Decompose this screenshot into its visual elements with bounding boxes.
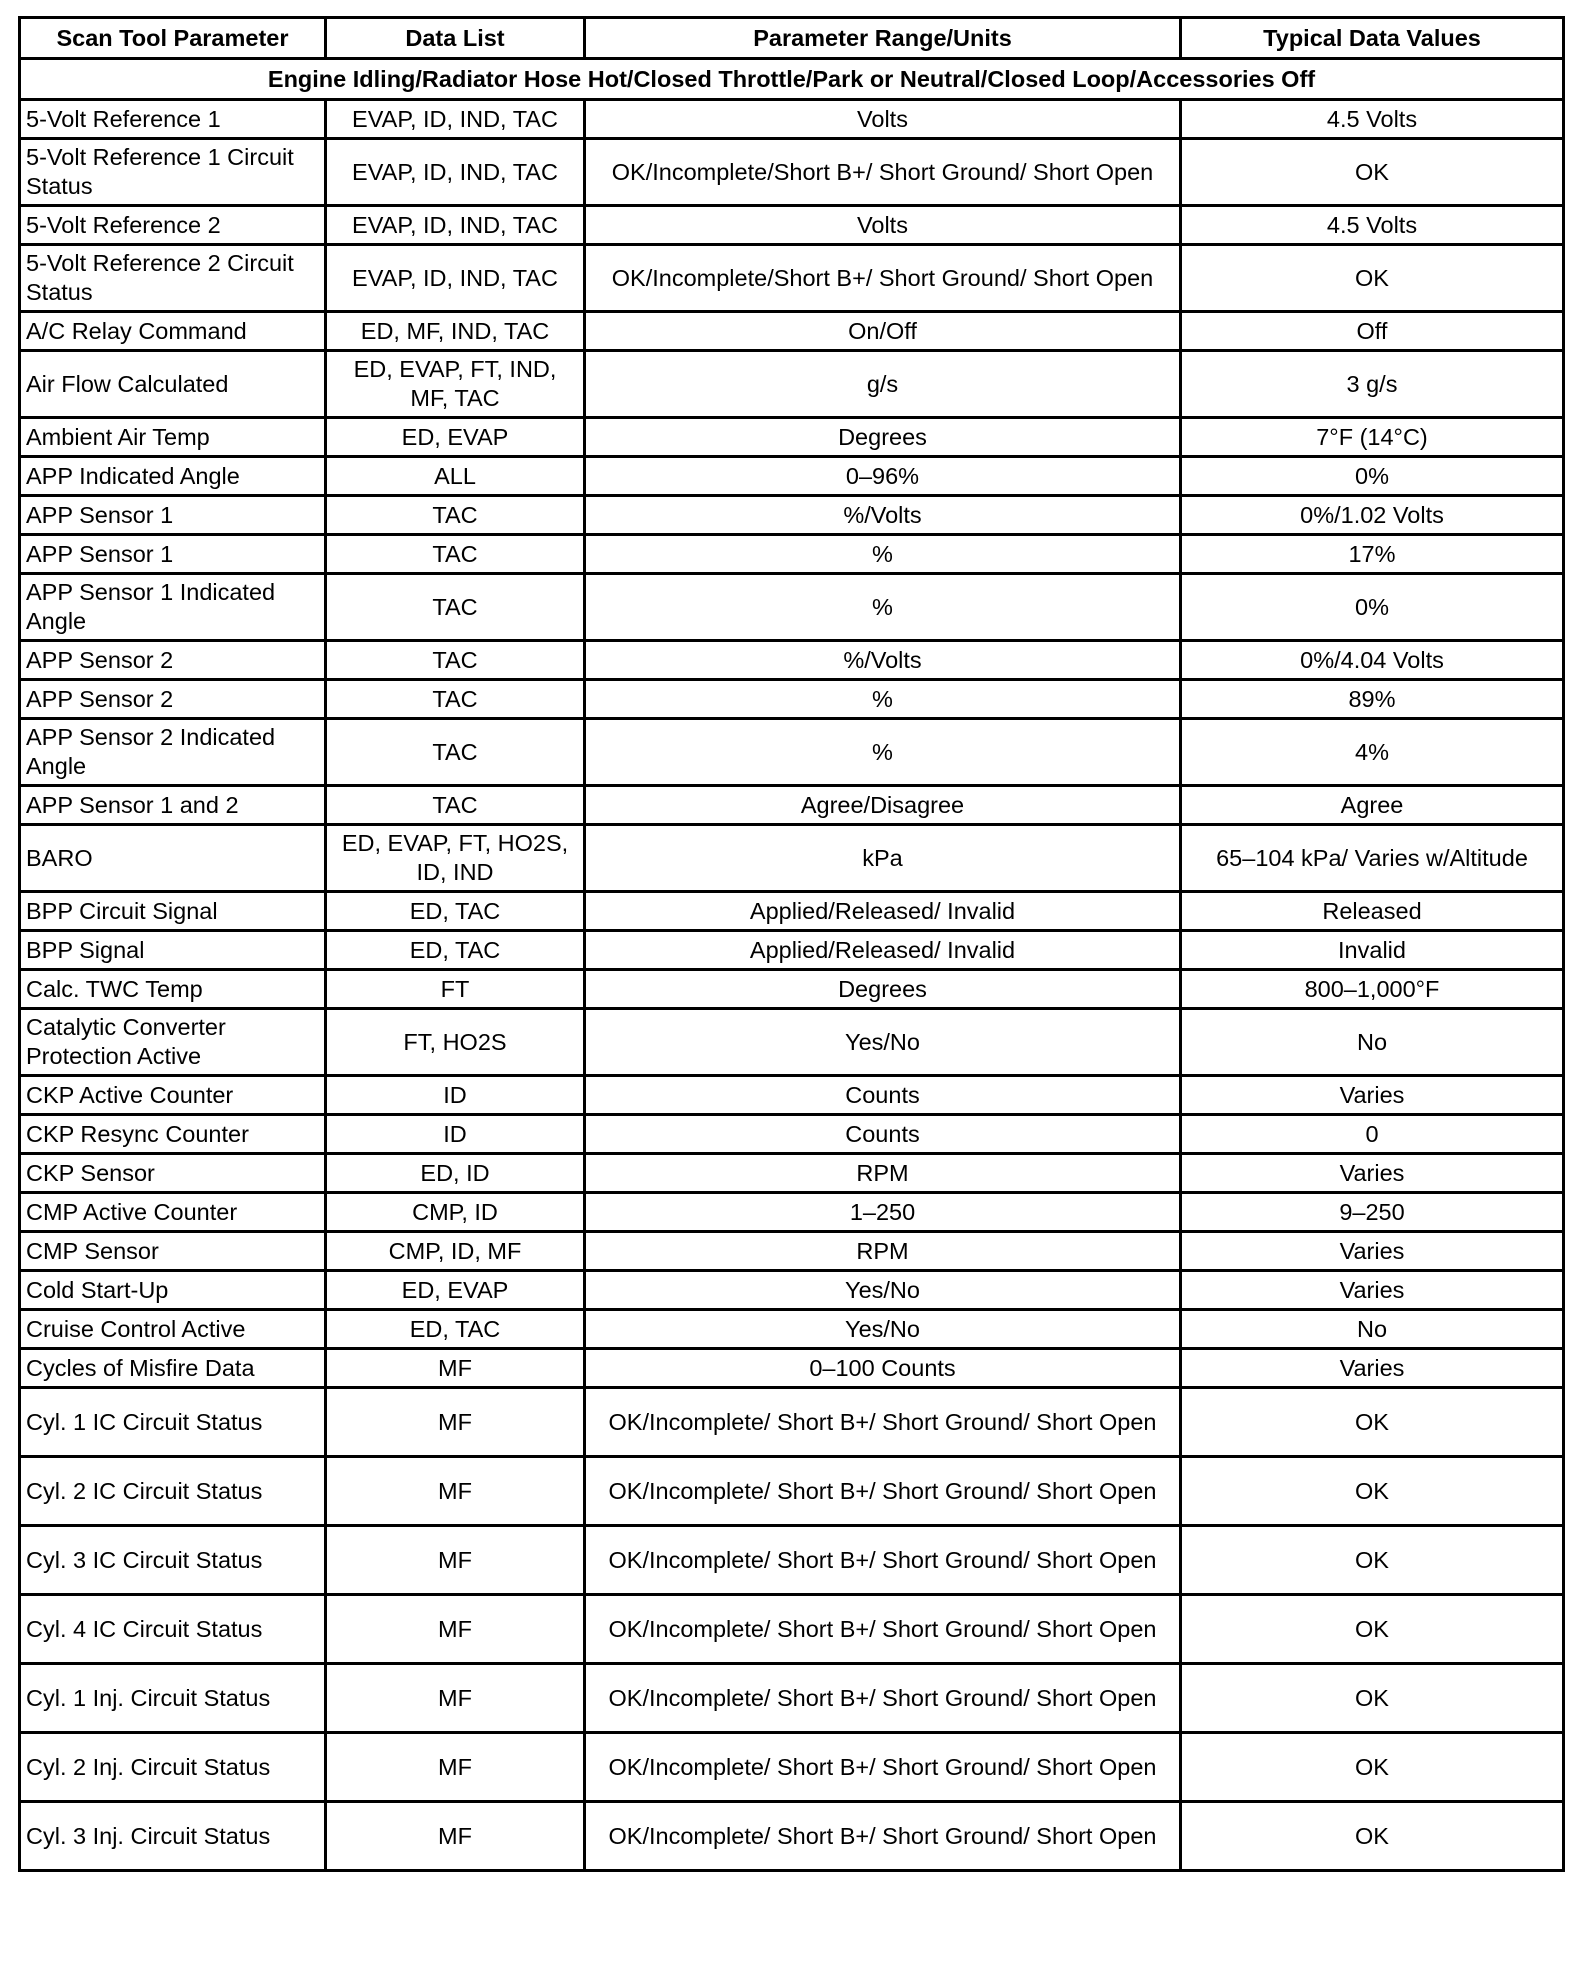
parameter-cell: APP Indicated Angle [20, 457, 326, 496]
data-list-cell: MF [326, 1802, 585, 1871]
table-row [20, 139, 1564, 206]
typical-value-cell: OK [1181, 1664, 1564, 1733]
data-list-cell: MF [326, 1664, 585, 1733]
parameter-cell: APP Sensor 2 [20, 641, 326, 680]
data-list-cell: TAC [326, 535, 585, 574]
table-row [20, 970, 1564, 1009]
table-row [20, 206, 1564, 245]
typical-value-cell: OK [1181, 1457, 1564, 1526]
range-units-cell: % [585, 535, 1181, 574]
data-list-cell: TAC [326, 719, 585, 786]
table-row [20, 1664, 1564, 1733]
range-units-cell: Counts [585, 1076, 1181, 1115]
table-row [20, 1526, 1564, 1595]
typical-value-cell: Varies [1181, 1232, 1564, 1271]
typical-value-cell: 65–104 kPa/ Varies w/Altitude [1181, 825, 1564, 892]
parameter-cell: Cyl. 3 IC Circuit Status [20, 1526, 326, 1595]
range-units-cell: OK/Incomplete/Short B+/ Short Ground/ Short Open [585, 245, 1181, 312]
typical-value-cell: 0% [1181, 457, 1564, 496]
table-row [20, 457, 1564, 496]
table-row [20, 1733, 1564, 1802]
range-units-cell: OK/Incomplete/ Short B+/ Short Ground/ Short Open [585, 1664, 1181, 1733]
range-units-cell: OK/Incomplete/ Short B+/ Short Ground/ Short Open [585, 1457, 1181, 1526]
range-units-cell: % [585, 574, 1181, 641]
range-units-cell: OK/Incomplete/ Short B+/ Short Ground/ Short Open [585, 1802, 1181, 1871]
parameter-cell: CMP Sensor [20, 1232, 326, 1271]
typical-value-cell: OK [1181, 139, 1564, 206]
typical-value-cell: 17% [1181, 535, 1564, 574]
parameter-cell: 5-Volt Reference 1 Circuit Status [20, 139, 326, 206]
range-units-cell: RPM [585, 1154, 1181, 1193]
typical-value-cell: 800–1,000°F [1181, 970, 1564, 1009]
parameter-cell: Cyl. 4 IC Circuit Status [20, 1595, 326, 1664]
range-units-cell: %/Volts [585, 496, 1181, 535]
typical-value-cell: 4.5 Volts [1181, 206, 1564, 245]
data-list-cell: CMP, ID, MF [326, 1232, 585, 1271]
data-list-cell: ED, EVAP, FT, HO2S, ID, IND [326, 825, 585, 892]
table-row [20, 1310, 1564, 1349]
range-units-cell: Counts [585, 1115, 1181, 1154]
header-typical-data-values: Typical Data Values [1181, 18, 1564, 59]
parameter-cell: Calc. TWC Temp [20, 970, 326, 1009]
parameter-cell: Cyl. 2 IC Circuit Status [20, 1457, 326, 1526]
range-units-cell: kPa [585, 825, 1181, 892]
range-units-cell: Yes/No [585, 1310, 1181, 1349]
data-list-cell: ED, EVAP [326, 418, 585, 457]
range-units-cell: % [585, 719, 1181, 786]
table-row [20, 931, 1564, 970]
typical-value-cell: 7°F (14°C) [1181, 418, 1564, 457]
parameter-cell: APP Sensor 1 and 2 [20, 786, 326, 825]
data-list-cell: EVAP, ID, IND, TAC [326, 245, 585, 312]
parameter-cell: BARO [20, 825, 326, 892]
typical-value-cell: 0% [1181, 574, 1564, 641]
range-units-cell: 1–250 [585, 1193, 1181, 1232]
typical-value-cell: 0 [1181, 1115, 1564, 1154]
parameter-cell: A/C Relay Command [20, 312, 326, 351]
range-units-cell: Yes/No [585, 1009, 1181, 1076]
typical-value-cell: 89% [1181, 680, 1564, 719]
parameter-cell: BPP Signal [20, 931, 326, 970]
parameter-cell: Ambient Air Temp [20, 418, 326, 457]
table-row [20, 786, 1564, 825]
test-condition: Engine Idling/Radiator Hose Hot/Closed Throttle/Park or Neutral/Closed Loop/Accessories Off [20, 59, 1564, 100]
parameter-cell: 5-Volt Reference 2 Circuit Status [20, 245, 326, 312]
table-row [20, 1388, 1564, 1457]
table-row [20, 245, 1564, 312]
typical-value-cell: Off [1181, 312, 1564, 351]
data-list-cell: EVAP, ID, IND, TAC [326, 139, 585, 206]
data-list-cell: MF [326, 1349, 585, 1388]
table-row [20, 351, 1564, 418]
typical-value-cell: Varies [1181, 1076, 1564, 1115]
range-units-cell: Volts [585, 100, 1181, 139]
typical-value-cell: Agree [1181, 786, 1564, 825]
parameter-cell: APP Sensor 1 Indicated Angle [20, 574, 326, 641]
data-list-cell: MF [326, 1733, 585, 1802]
data-list-cell: ED, EVAP, FT, IND, MF, TAC [326, 351, 585, 418]
data-list-cell: ID [326, 1076, 585, 1115]
data-list-cell: MF [326, 1526, 585, 1595]
scan-tool-data-table [18, 16, 1565, 1872]
table-row [20, 641, 1564, 680]
parameter-cell: Cyl. 1 IC Circuit Status [20, 1388, 326, 1457]
data-list-cell: FT [326, 970, 585, 1009]
table-row [20, 574, 1564, 641]
header-row [20, 18, 1564, 59]
parameter-cell: CKP Sensor [20, 1154, 326, 1193]
table-row [20, 680, 1564, 719]
parameter-cell: CKP Active Counter [20, 1076, 326, 1115]
range-units-cell: %/Volts [585, 641, 1181, 680]
range-units-cell: 0–96% [585, 457, 1181, 496]
data-list-cell: EVAP, ID, IND, TAC [326, 100, 585, 139]
table-row [20, 1595, 1564, 1664]
data-list-cell: EVAP, ID, IND, TAC [326, 206, 585, 245]
range-units-cell: Yes/No [585, 1271, 1181, 1310]
range-units-cell: OK/Incomplete/ Short B+/ Short Ground/ Short Open [585, 1388, 1181, 1457]
range-units-cell: OK/Incomplete/Short B+/ Short Ground/ Short Open [585, 139, 1181, 206]
table-row [20, 892, 1564, 931]
typical-value-cell: Varies [1181, 1271, 1564, 1310]
data-list-cell: TAC [326, 496, 585, 535]
table-row [20, 1457, 1564, 1526]
typical-value-cell: OK [1181, 1388, 1564, 1457]
data-list-cell: ED, TAC [326, 931, 585, 970]
range-units-cell: OK/Incomplete/ Short B+/ Short Ground/ Short Open [585, 1526, 1181, 1595]
table-row [20, 312, 1564, 351]
table-row [20, 1009, 1564, 1076]
data-list-cell: ED, TAC [326, 892, 585, 931]
parameter-cell: Cycles of Misfire Data [20, 1349, 326, 1388]
parameter-cell: APP Sensor 1 [20, 496, 326, 535]
data-list-cell: TAC [326, 574, 585, 641]
parameter-cell: APP Sensor 1 [20, 535, 326, 574]
data-list-cell: MF [326, 1388, 585, 1457]
data-list-cell: ID [326, 1115, 585, 1154]
parameter-cell: CKP Resync Counter [20, 1115, 326, 1154]
typical-value-cell: No [1181, 1009, 1564, 1076]
typical-value-cell: 9–250 [1181, 1193, 1564, 1232]
range-units-cell: Volts [585, 206, 1181, 245]
range-units-cell: On/Off [585, 312, 1181, 351]
table-row [20, 100, 1564, 139]
range-units-cell: RPM [585, 1232, 1181, 1271]
data-list-cell: MF [326, 1595, 585, 1664]
data-list-cell: CMP, ID [326, 1193, 585, 1232]
typical-value-cell: OK [1181, 1595, 1564, 1664]
range-units-cell: Agree/Disagree [585, 786, 1181, 825]
range-units-cell: Degrees [585, 418, 1181, 457]
data-list-cell: TAC [326, 641, 585, 680]
range-units-cell: Applied/Released/ Invalid [585, 931, 1181, 970]
parameter-cell: APP Sensor 2 [20, 680, 326, 719]
typical-value-cell: 4% [1181, 719, 1564, 786]
typical-value-cell: Varies [1181, 1154, 1564, 1193]
data-list-cell: ED, EVAP [326, 1271, 585, 1310]
typical-value-cell: 3 g/s [1181, 351, 1564, 418]
parameter-cell: Cyl. 2 Inj. Circuit Status [20, 1733, 326, 1802]
table-row [20, 1271, 1564, 1310]
header-data-list: Data List [326, 18, 585, 59]
table-row [20, 535, 1564, 574]
typical-value-cell: 0%/4.04 Volts [1181, 641, 1564, 680]
parameter-cell: Cyl. 1 Inj. Circuit Status [20, 1664, 326, 1733]
typical-value-cell: OK [1181, 1526, 1564, 1595]
typical-value-cell: OK [1181, 245, 1564, 312]
data-list-cell: ALL [326, 457, 585, 496]
parameter-cell: 5-Volt Reference 2 [20, 206, 326, 245]
typical-value-cell: Released [1181, 892, 1564, 931]
parameter-cell: APP Sensor 2 Indicated Angle [20, 719, 326, 786]
table-row [20, 1232, 1564, 1271]
table-row [20, 1154, 1564, 1193]
range-units-cell: OK/Incomplete/ Short B+/ Short Ground/ Short Open [585, 1733, 1181, 1802]
parameter-cell: 5-Volt Reference 1 [20, 100, 326, 139]
parameter-cell: BPP Circuit Signal [20, 892, 326, 931]
parameter-cell: Cold Start-Up [20, 1271, 326, 1310]
typical-value-cell: OK [1181, 1802, 1564, 1871]
table-row [20, 496, 1564, 535]
parameter-cell: Cruise Control Active [20, 1310, 326, 1349]
typical-value-cell: Invalid [1181, 931, 1564, 970]
data-list-cell: FT, HO2S [326, 1009, 585, 1076]
typical-value-cell: 4.5 Volts [1181, 100, 1564, 139]
data-list-cell: TAC [326, 786, 585, 825]
data-list-cell: ED, TAC [326, 1310, 585, 1349]
data-list-cell: MF [326, 1457, 585, 1526]
typical-value-cell: OK [1181, 1733, 1564, 1802]
range-units-cell: Degrees [585, 970, 1181, 1009]
data-list-cell: ED, MF, IND, TAC [326, 312, 585, 351]
range-units-cell: % [585, 680, 1181, 719]
table-row [20, 1076, 1564, 1115]
table-row [20, 1193, 1564, 1232]
parameter-cell: CMP Active Counter [20, 1193, 326, 1232]
data-list-cell: TAC [326, 680, 585, 719]
table-row [20, 1802, 1564, 1871]
range-units-cell: Applied/Released/ Invalid [585, 892, 1181, 931]
table-row [20, 1115, 1564, 1154]
table-row [20, 1349, 1564, 1388]
table-row [20, 825, 1564, 892]
parameter-cell: Air Flow Calculated [20, 351, 326, 418]
table-row [20, 418, 1564, 457]
table-body [20, 59, 1564, 1871]
range-units-cell: 0–100 Counts [585, 1349, 1181, 1388]
typical-value-cell: Varies [1181, 1349, 1564, 1388]
data-list-cell: ED, ID [326, 1154, 585, 1193]
header-scan-tool-parameter: Scan Tool Parameter [20, 18, 326, 59]
table-row [20, 719, 1564, 786]
typical-value-cell: 0%/1.02 Volts [1181, 496, 1564, 535]
range-units-cell: g/s [585, 351, 1181, 418]
parameter-cell: Catalytic Converter Protection Active [20, 1009, 326, 1076]
typical-value-cell: No [1181, 1310, 1564, 1349]
range-units-cell: OK/Incomplete/ Short B+/ Short Ground/ Short Open [585, 1595, 1181, 1664]
parameter-cell: Cyl. 3 Inj. Circuit Status [20, 1802, 326, 1871]
condition-row [20, 59, 1564, 100]
header-parameter-range-units: Parameter Range/Units [585, 18, 1181, 59]
